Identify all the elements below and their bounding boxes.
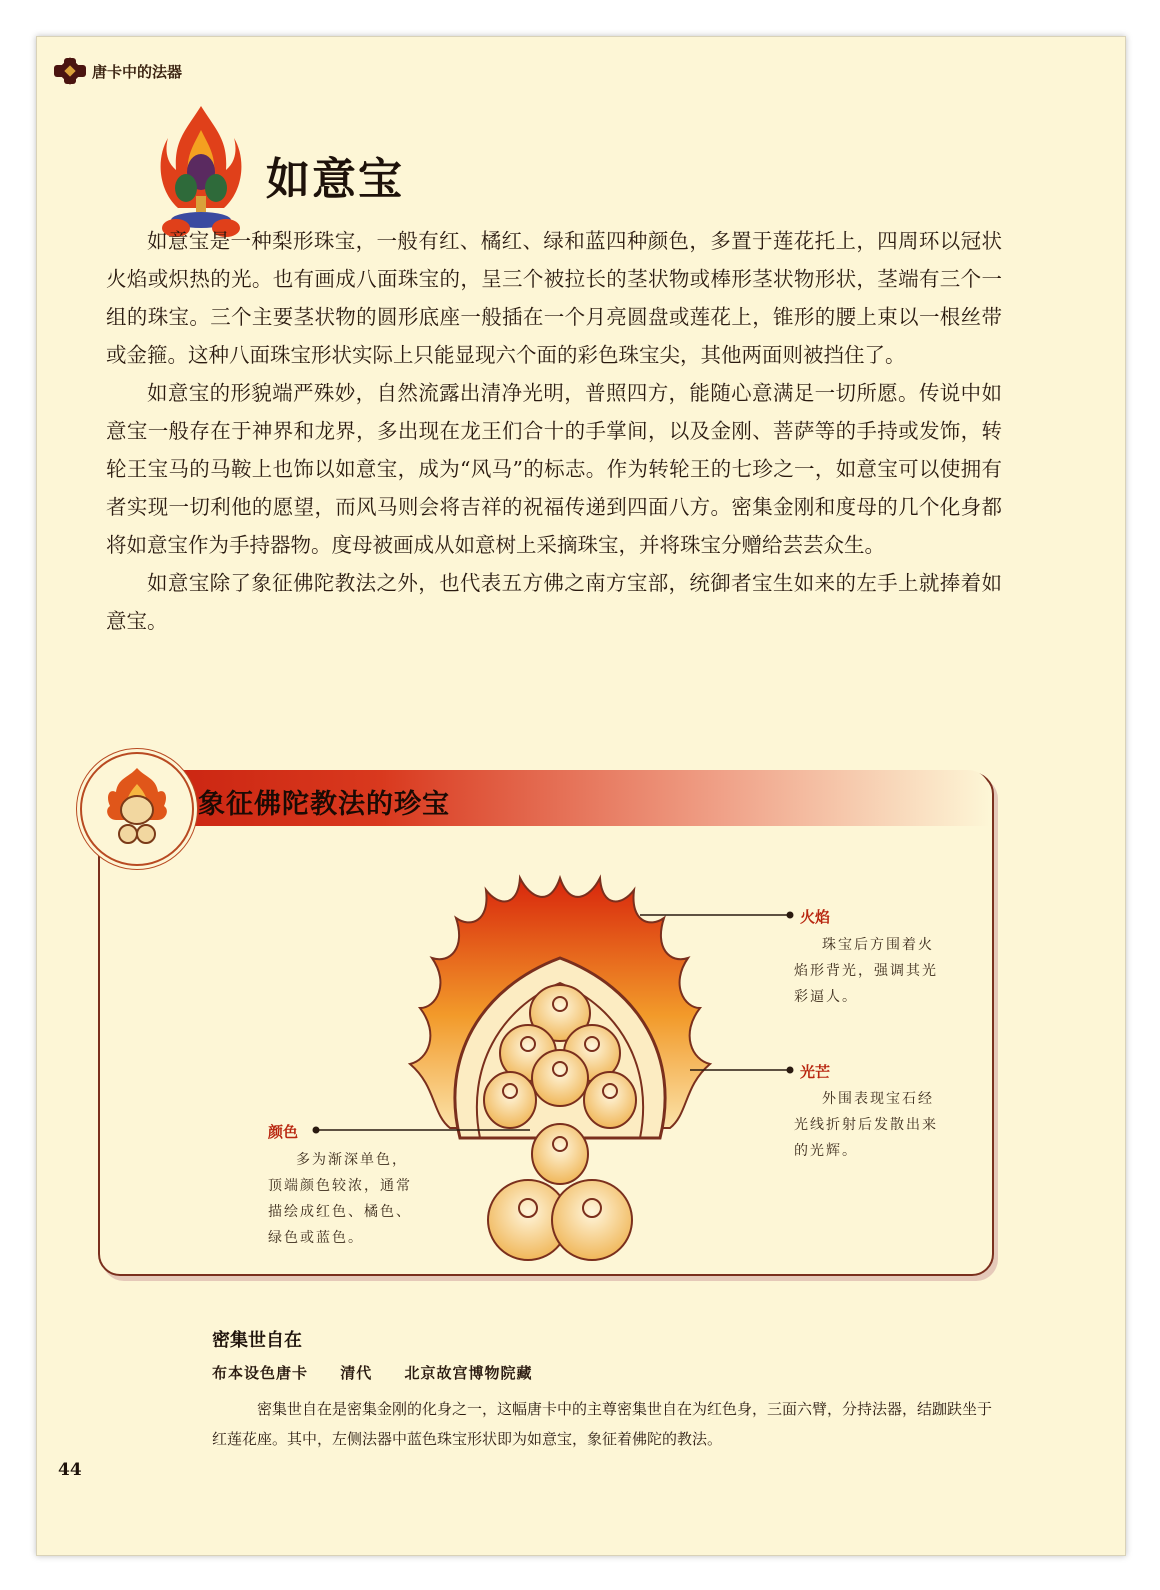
callout-radiance-text [794,1086,938,1164]
caption-medium: 布本设色唐卡 [212,1364,309,1382]
body-text [106,222,1002,640]
jewel-medallion-icon [82,754,192,864]
callout-line: 的光辉。 [794,1143,858,1159]
callout-line: 珠宝后方围着火 [822,937,934,953]
callout-line: 光线折射后发散出来 [794,1117,938,1133]
wish-jewel-illustration [380,838,740,1268]
callout-line: 顶端颜色较浓，通常 [268,1178,412,1194]
callout-radiance-title: 光芒 [800,1063,831,1081]
caption-body [212,1394,1002,1454]
caption-title: 密集世自在 [212,1330,302,1351]
running-header [52,56,182,86]
callout-line: 焰形背光，强调其光 [794,963,938,979]
callout-flame-title: 火焰 [800,908,831,926]
medallion [80,752,194,866]
caption-collection: 北京故宫博物院藏 [404,1364,533,1382]
endless-knot-icon [52,56,88,86]
paragraph: 如意宝的形貌端严殊妙，自然流露出清净光明，普照四方，能随心意满足一切所愿。传说中如意宝一般存在于神界和龙界，多出现在龙王们合十的手掌间，以及金刚、菩萨等的手持或发饰，转轮王宝马的马鞍上也饰以如意宝，成为“风马”的标志。作为转轮王的七珍之一，如意宝可以使拥有者实现一切利他的愿望，而风马则会将吉祥的祝福传递到四面八方。密集金刚和度母的几个化身都将如意宝作为手持器物。度母被画成从如意树上采摘珠宝，并将珠宝分赠给芸芸众生。 [106,381,1002,557]
callout-line: 绿色或蓝色。 [268,1230,364,1246]
section-title: 象征佛陀教法的珍宝 [198,789,450,820]
page-number: 44 [58,1460,82,1480]
caption-subtitle [212,1362,559,1383]
running-header-text: 唐卡中的法器 [92,62,183,81]
callout-color-text [268,1147,412,1251]
page-title: 如意宝 [266,154,404,205]
callout-color-title: 颜色 [268,1123,299,1141]
paragraph: 如意宝除了象征佛陀教法之外，也代表五方佛之南方宝部，统御者宝生如来的左手上就捧着如意宝。 [106,571,1002,633]
paragraph: 如意宝是一种梨形珠宝，一般有红、橘红、绿和蓝四种颜色，多置于莲花托上，四周环以冠状火焰或炽热的光。也有画成八面珠宝的，呈三个被拉长的茎状物或棒形茎状物形状，茎端有三个一组的珠宝。三个主要茎状物的圆形底座一般插在一个月亮圆盘或莲花上，锥形的腰上束以一根丝带或金箍。这种八面珠宝形状实际上只能显现六个面的彩色珠宝尖，其他两面则被挡住了。 [106,229,1002,367]
caption-paragraph: 密集世自在是密集金刚的化身之一，这幅唐卡中的主尊密集世自在为红色身，三面六臂，分持法器，结跏趺坐于红莲花座。其中，左侧法器中蓝色珠宝形状即为如意宝，象征着佛陀的教法。 [212,1400,993,1448]
callout-line: 彩逼人。 [794,989,858,1005]
callout-line: 描绘成红色、橘色、 [268,1204,412,1220]
callout-line: 多为渐深单色， [296,1152,408,1168]
callout-flame-text [794,932,938,1010]
callout-line: 外围表现宝石经 [822,1091,934,1107]
caption-dynasty: 清代 [340,1364,373,1382]
